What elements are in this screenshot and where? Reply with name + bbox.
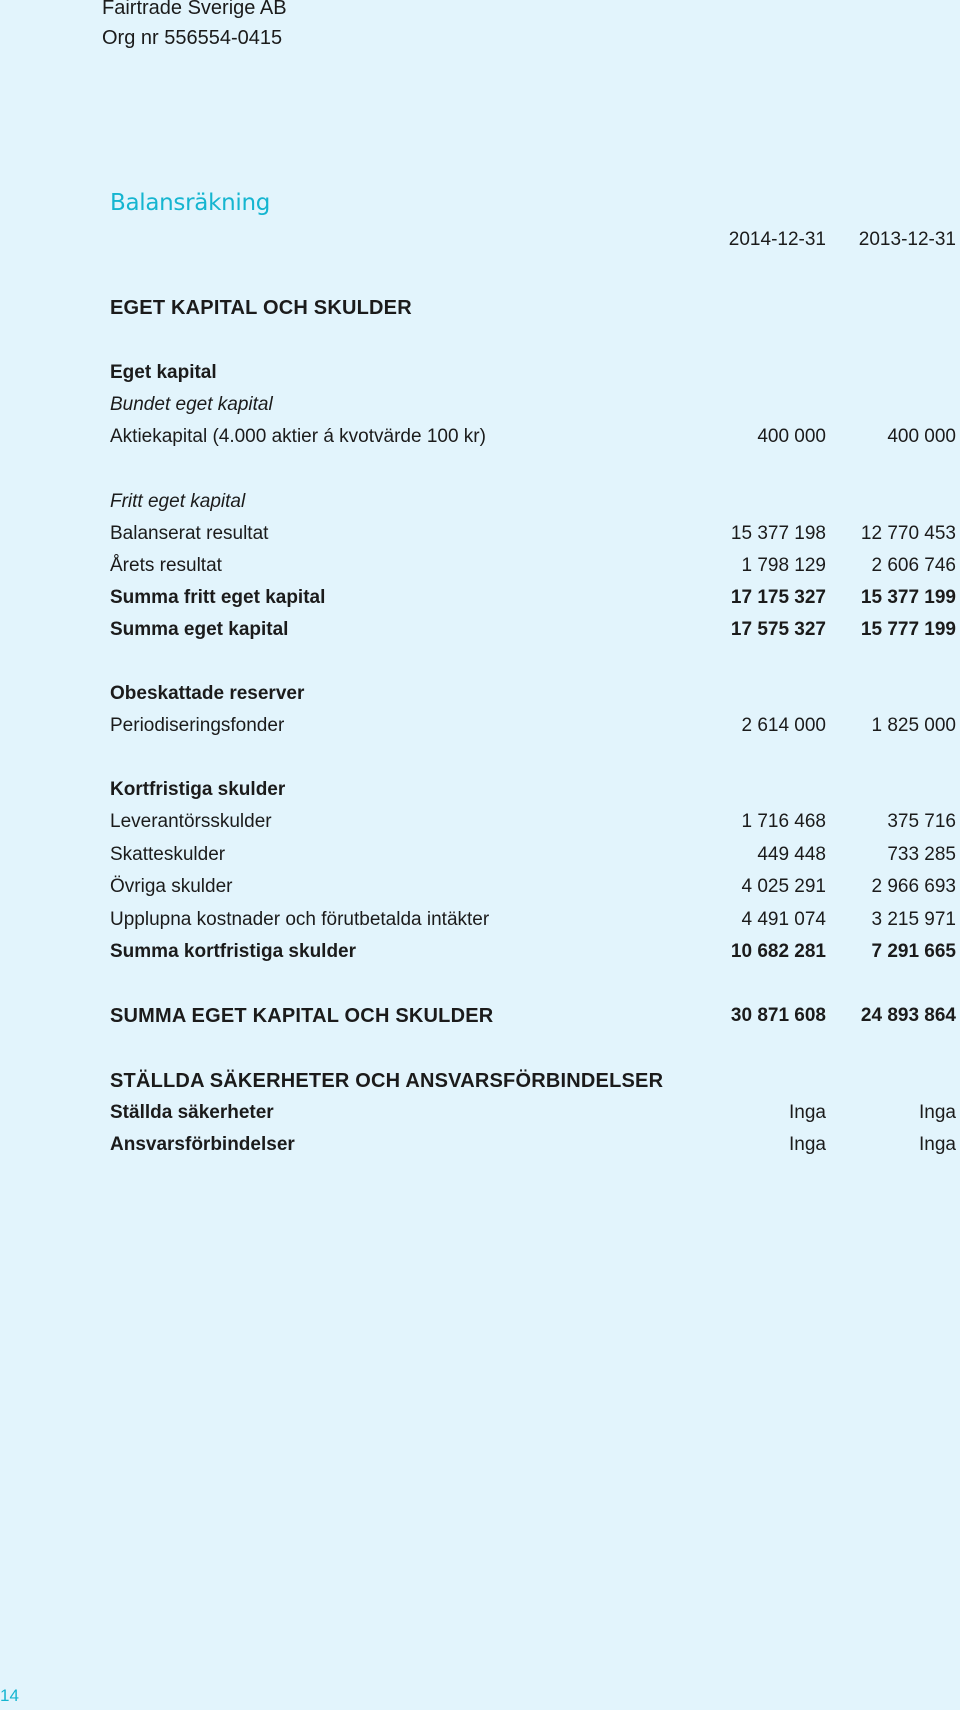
- table-row: Ansvarsförbindelser Inga Inga: [110, 1134, 956, 1155]
- page-title: Balansräkning: [110, 190, 271, 216]
- table-row: Balanserat resultat 15 377 198 12 770 453: [110, 523, 956, 544]
- column-header-2014: 2014-12-31: [728, 229, 826, 250]
- group-heading-restricted-equity: Bundet eget kapital: [110, 394, 273, 415]
- subsection-heading-untaxed-reserves: Obeskattade reserver: [110, 683, 305, 704]
- section-heading-pledged-assets: STÄLLDA SÄKERHETER OCH ANSVARSFÖRBINDELSER: [110, 1070, 664, 1092]
- table-row: Övriga skulder 4 025 291 2 966 693: [110, 876, 956, 897]
- table-row: Upplupna kostnader och förutbetalda intäkter 4 491 074 3 215 971: [110, 909, 956, 930]
- org-number: Org nr 556554-0415: [102, 27, 283, 49]
- table-row: Ställda säkerheter Inga Inga: [110, 1102, 956, 1123]
- subsection-heading-equity: Eget kapital: [110, 362, 217, 383]
- column-headers: [110, 225, 956, 255]
- table-row-grand-total: SUMMA EGET KAPITAL OCH SKULDER 30 871 608 24 893 864: [110, 1005, 956, 1027]
- page-number: 14: [0, 1686, 19, 1705]
- table-row: Leverantörsskulder 1 716 468 375 716: [110, 811, 956, 832]
- table-row-subtotal: Summa fritt eget kapital 17 175 327 15 377 199: [110, 587, 956, 608]
- column-header-2013: 2013-12-31: [858, 229, 956, 250]
- section-heading-equity-liabilities: EGET KAPITAL OCH SKULDER: [110, 297, 412, 319]
- table-row: Årets resultat 1 798 129 2 606 746: [110, 555, 956, 576]
- table-row: Skatteskulder 449 448 733 285: [110, 844, 956, 865]
- group-heading-unrestricted-equity: Fritt eget kapital: [110, 491, 246, 512]
- table-row: Periodiseringsfonder 2 614 000 1 825 000: [110, 715, 956, 736]
- subsection-heading-current-liabilities: Kortfristiga skulder: [110, 779, 286, 800]
- table-row-subtotal: Summa eget kapital 17 575 327 15 777 199: [110, 619, 956, 640]
- table-row: Aktiekapital (4.000 aktier á kvotvärde 100 kr) 400 000 400 000: [110, 426, 956, 447]
- table-row-subtotal: Summa kortfristiga skulder 10 682 281 7 291 665: [110, 941, 956, 962]
- company-name: Fairtrade Sverige AB: [102, 0, 287, 19]
